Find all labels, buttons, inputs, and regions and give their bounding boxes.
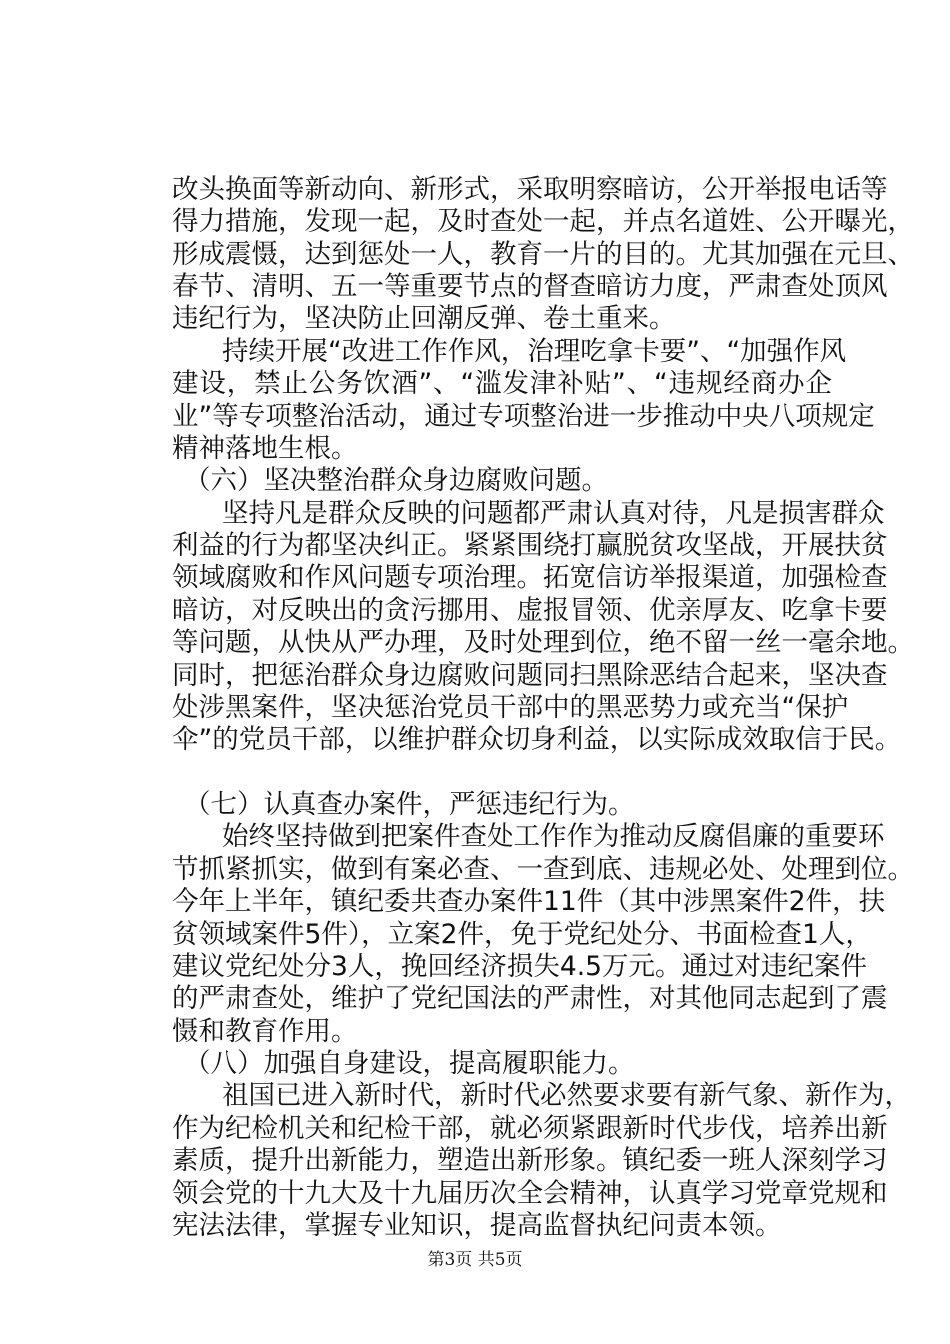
text-line: 持续开展“改进工作作风，治理吃拿卡要”、“加强作风: [222, 335, 847, 367]
text-line: 业”等专项整治活动，通过专项整治进一步推动中央八项规定: [172, 400, 875, 432]
page-footer: 第3页 共5页: [427, 1250, 523, 1270]
text-line: 今年上半年，镇纪委共查办案件11件（其中涉黑案件2件，扶: [172, 886, 886, 918]
text-line: 建议党纪处分3人，挽回经济损失4.5万元。通过对违纪案件: [172, 950, 868, 982]
text-line: 同时，把惩治群众身边腐败问题同扫黑除恶结合起来，坚决查: [172, 659, 888, 691]
text-line: 领会党的十九大及十九届历次全会精神，认真学习党章党规和: [172, 1177, 888, 1209]
text-line: 领域腐败和作风问题专项治理。拓宽信访举报渠道，加强检查: [172, 562, 888, 594]
text-line: 精神落地生根。: [172, 432, 358, 464]
text-line: 处涉黑案件，坚决惩治党员干部中的黑恶势力或充当“保护: [172, 691, 849, 723]
text-line: 得力措施，发现一起，及时查处一起，并点名道姓、公开曝光，: [172, 206, 914, 238]
text-line: 形成震慑，达到惩处一人，教育一片的目的。尤其加强在元旦、: [172, 238, 914, 270]
text-line: 改头换面等新动向、新形式，采取明察暗访，公开举报电话等: [172, 173, 888, 205]
text-line: 始终坚持做到把案件查处工作作为推动反腐倡廉的重要环: [222, 821, 885, 853]
text-line: 宪法法律，掌握专业知识，提高监督执纪问责本领。: [172, 1209, 782, 1241]
text-line: 祖国已进入新时代，新时代必然要求要有新气象、新作为，: [222, 1080, 911, 1112]
text-line: 贫领域案件5件），立案2件，免于党纪处分、书面检查1人，: [172, 918, 872, 950]
text-line: 春节、清明、五一等重要节点的督查暗访力度，严肃查处顶风: [172, 271, 888, 303]
text-line: 作为纪检机关和纪检干部，就必须紧跟新时代步伐，培养出新: [172, 1112, 888, 1144]
section-heading: （七）认真查办案件，严惩违纪行为。: [184, 789, 635, 821]
text-line: 利益的行为都坚决纠正。紧紧围绕打赢脱贫攻坚战，开展扶贫: [172, 530, 888, 562]
text-line: 慑和教育作用。: [172, 1015, 358, 1047]
text-line: 素质，提升出新能力，塑造出新形象。镇纪委一班人深刻学习: [172, 1145, 888, 1177]
text-line: 暗访，对反映出的贪污挪用、虚报冒领、优亲厚友、吃拿卡要: [172, 594, 888, 626]
section-heading: （六）坚决整治群众身边腐败问题。: [184, 465, 608, 497]
text-line: 节抓紧抓实，做到有案必查、一查到底、违规必处、处理到位。: [172, 853, 914, 885]
text-line: 违纪行为，坚决防止回潮反弹、卷土重来。: [172, 303, 676, 335]
text-line: 坚持凡是群众反映的问题都严肃认真对待，凡是损害群众: [222, 497, 885, 529]
text-line: 建设，禁止公务饮酒”、“滥发津补贴”、“违规经商办企: [172, 368, 832, 400]
section-heading: （八）加强自身建设，提高履职能力。: [184, 1048, 635, 1080]
text-line: 伞”的党员干部，以维护群众切身利益，以实际成效取信于民。: [172, 724, 902, 756]
text-line: 的严肃查处，维护了党纪国法的严肃性，对其他同志起到了震: [172, 983, 888, 1015]
text-line: 等问题，从快从严办理，及时处理到位，绝不留一丝一毫余地。: [172, 627, 914, 659]
